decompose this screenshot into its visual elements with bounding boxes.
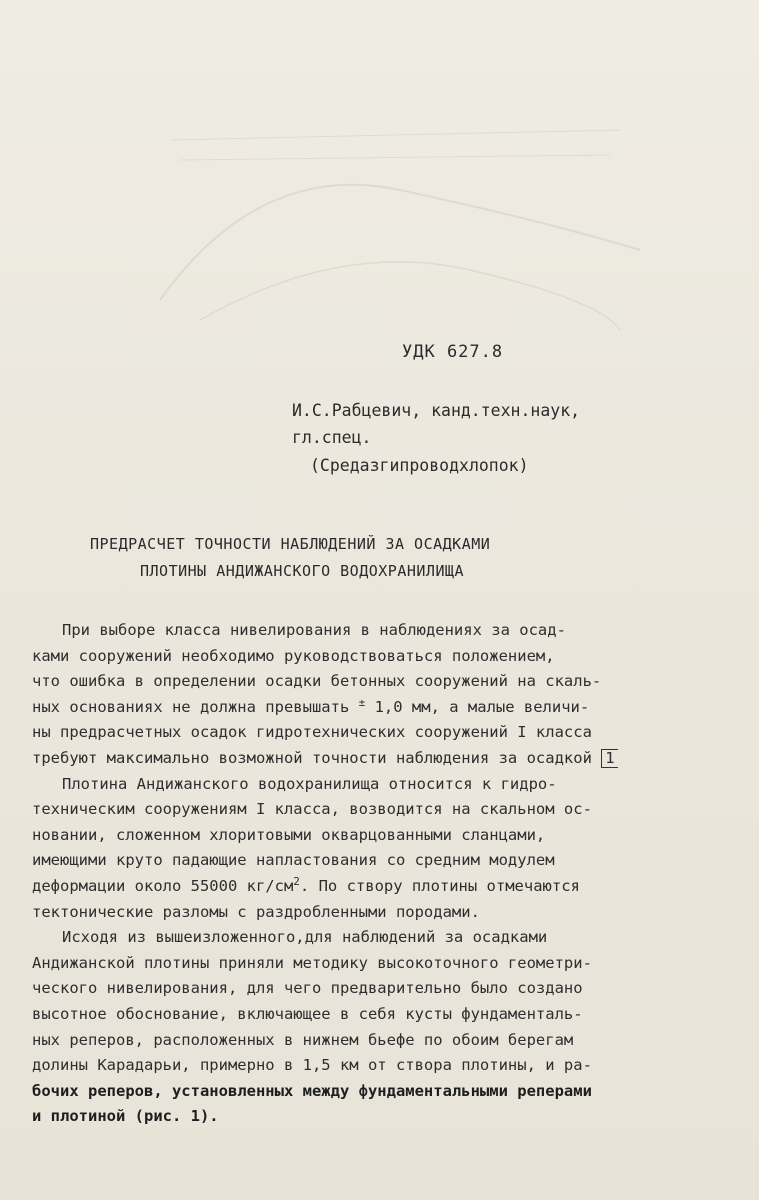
superscript: 2 [293, 874, 300, 888]
text-line: Андижанской плотины приняли методику высокоточного геометри- [32, 953, 592, 972]
text-line: долины Карадарьи, примерно в 1,5 км от створа плотины, и ра- [32, 1056, 592, 1075]
text-line: высотное обоснование, включающее в себя кусты фундаменталь- [32, 1004, 583, 1023]
text-line: Исходя из вышеизложенного,для наблюдений за осадками [62, 928, 548, 947]
text-fragment: 1,0 мм, а малые величи- [365, 697, 590, 716]
title-line-1: ПРЕДРАСЧЕТ ТОЧНОСТИ НАБЛЮДЕНИЙ ЗА ОСАДКАМИ [90, 535, 491, 553]
text-line: новании, сложенном хлоритовыми окварцованными сланцами, [32, 825, 546, 844]
text-line: тектонические разломы с раздробленными породами. [32, 902, 480, 921]
text-fragment: требуют максимально возможной точности наблюдения за осадкой [32, 748, 602, 767]
text-line: Плотина Андижанского водохранилища относится к гидро- [62, 774, 557, 793]
text-fragment: деформации около 55000 кг/см [32, 876, 294, 895]
text-line [32, 746, 732, 772]
author-name: И.С.Рабцевич, канд.техн.наук, [292, 401, 581, 420]
body-text [32, 618, 732, 1130]
reference-marker: 1 [601, 749, 617, 768]
text-line: что ошибка в определении осадки бетонных сооружений на скаль- [32, 672, 602, 691]
udk-code: УДК 627.8 [402, 342, 504, 362]
text-line: имеющими круто падающие напластования со средним модулем [32, 851, 555, 870]
text-line: ны предрасчетных осадок гидротехнических сооружений I класса [32, 723, 592, 742]
text-line: техническим сооружениям I класса, возводится на скальном ос- [32, 800, 592, 819]
bleed-through-sketch [140, 100, 660, 350]
text-fragment: ных основаниях не должна превышать [32, 697, 359, 716]
author-position: гл.спец. [292, 428, 372, 447]
text-fragment: . По створу плотины отмечаются [299, 876, 580, 895]
plus-minus-sign: ± [358, 695, 366, 709]
text-line: При выборе класса нивелирования в наблюдениях за осад- [62, 621, 566, 639]
title-line-2: ПЛОТИНЫ АНДИЖАНСКОГО ВОДОХРАНИЛИЩА [140, 562, 465, 580]
author-organization: (Средазгипроводхлопок) [310, 456, 529, 475]
text-line: и плотиной (рис. 1). [32, 1107, 219, 1126]
text-line: ками сооружений необходимо руководствоваться положением, [32, 646, 555, 665]
text-line [32, 874, 732, 900]
text-line: бочих реперов, установленных между фундаментальными реперами [32, 1081, 592, 1100]
text-line: ных реперов, расположенных в нижнем бьефе по обоим берегам [32, 1030, 574, 1049]
text-line: ческого нивелирования, для чего предварительно было создано [32, 979, 583, 998]
text-line [32, 695, 732, 721]
